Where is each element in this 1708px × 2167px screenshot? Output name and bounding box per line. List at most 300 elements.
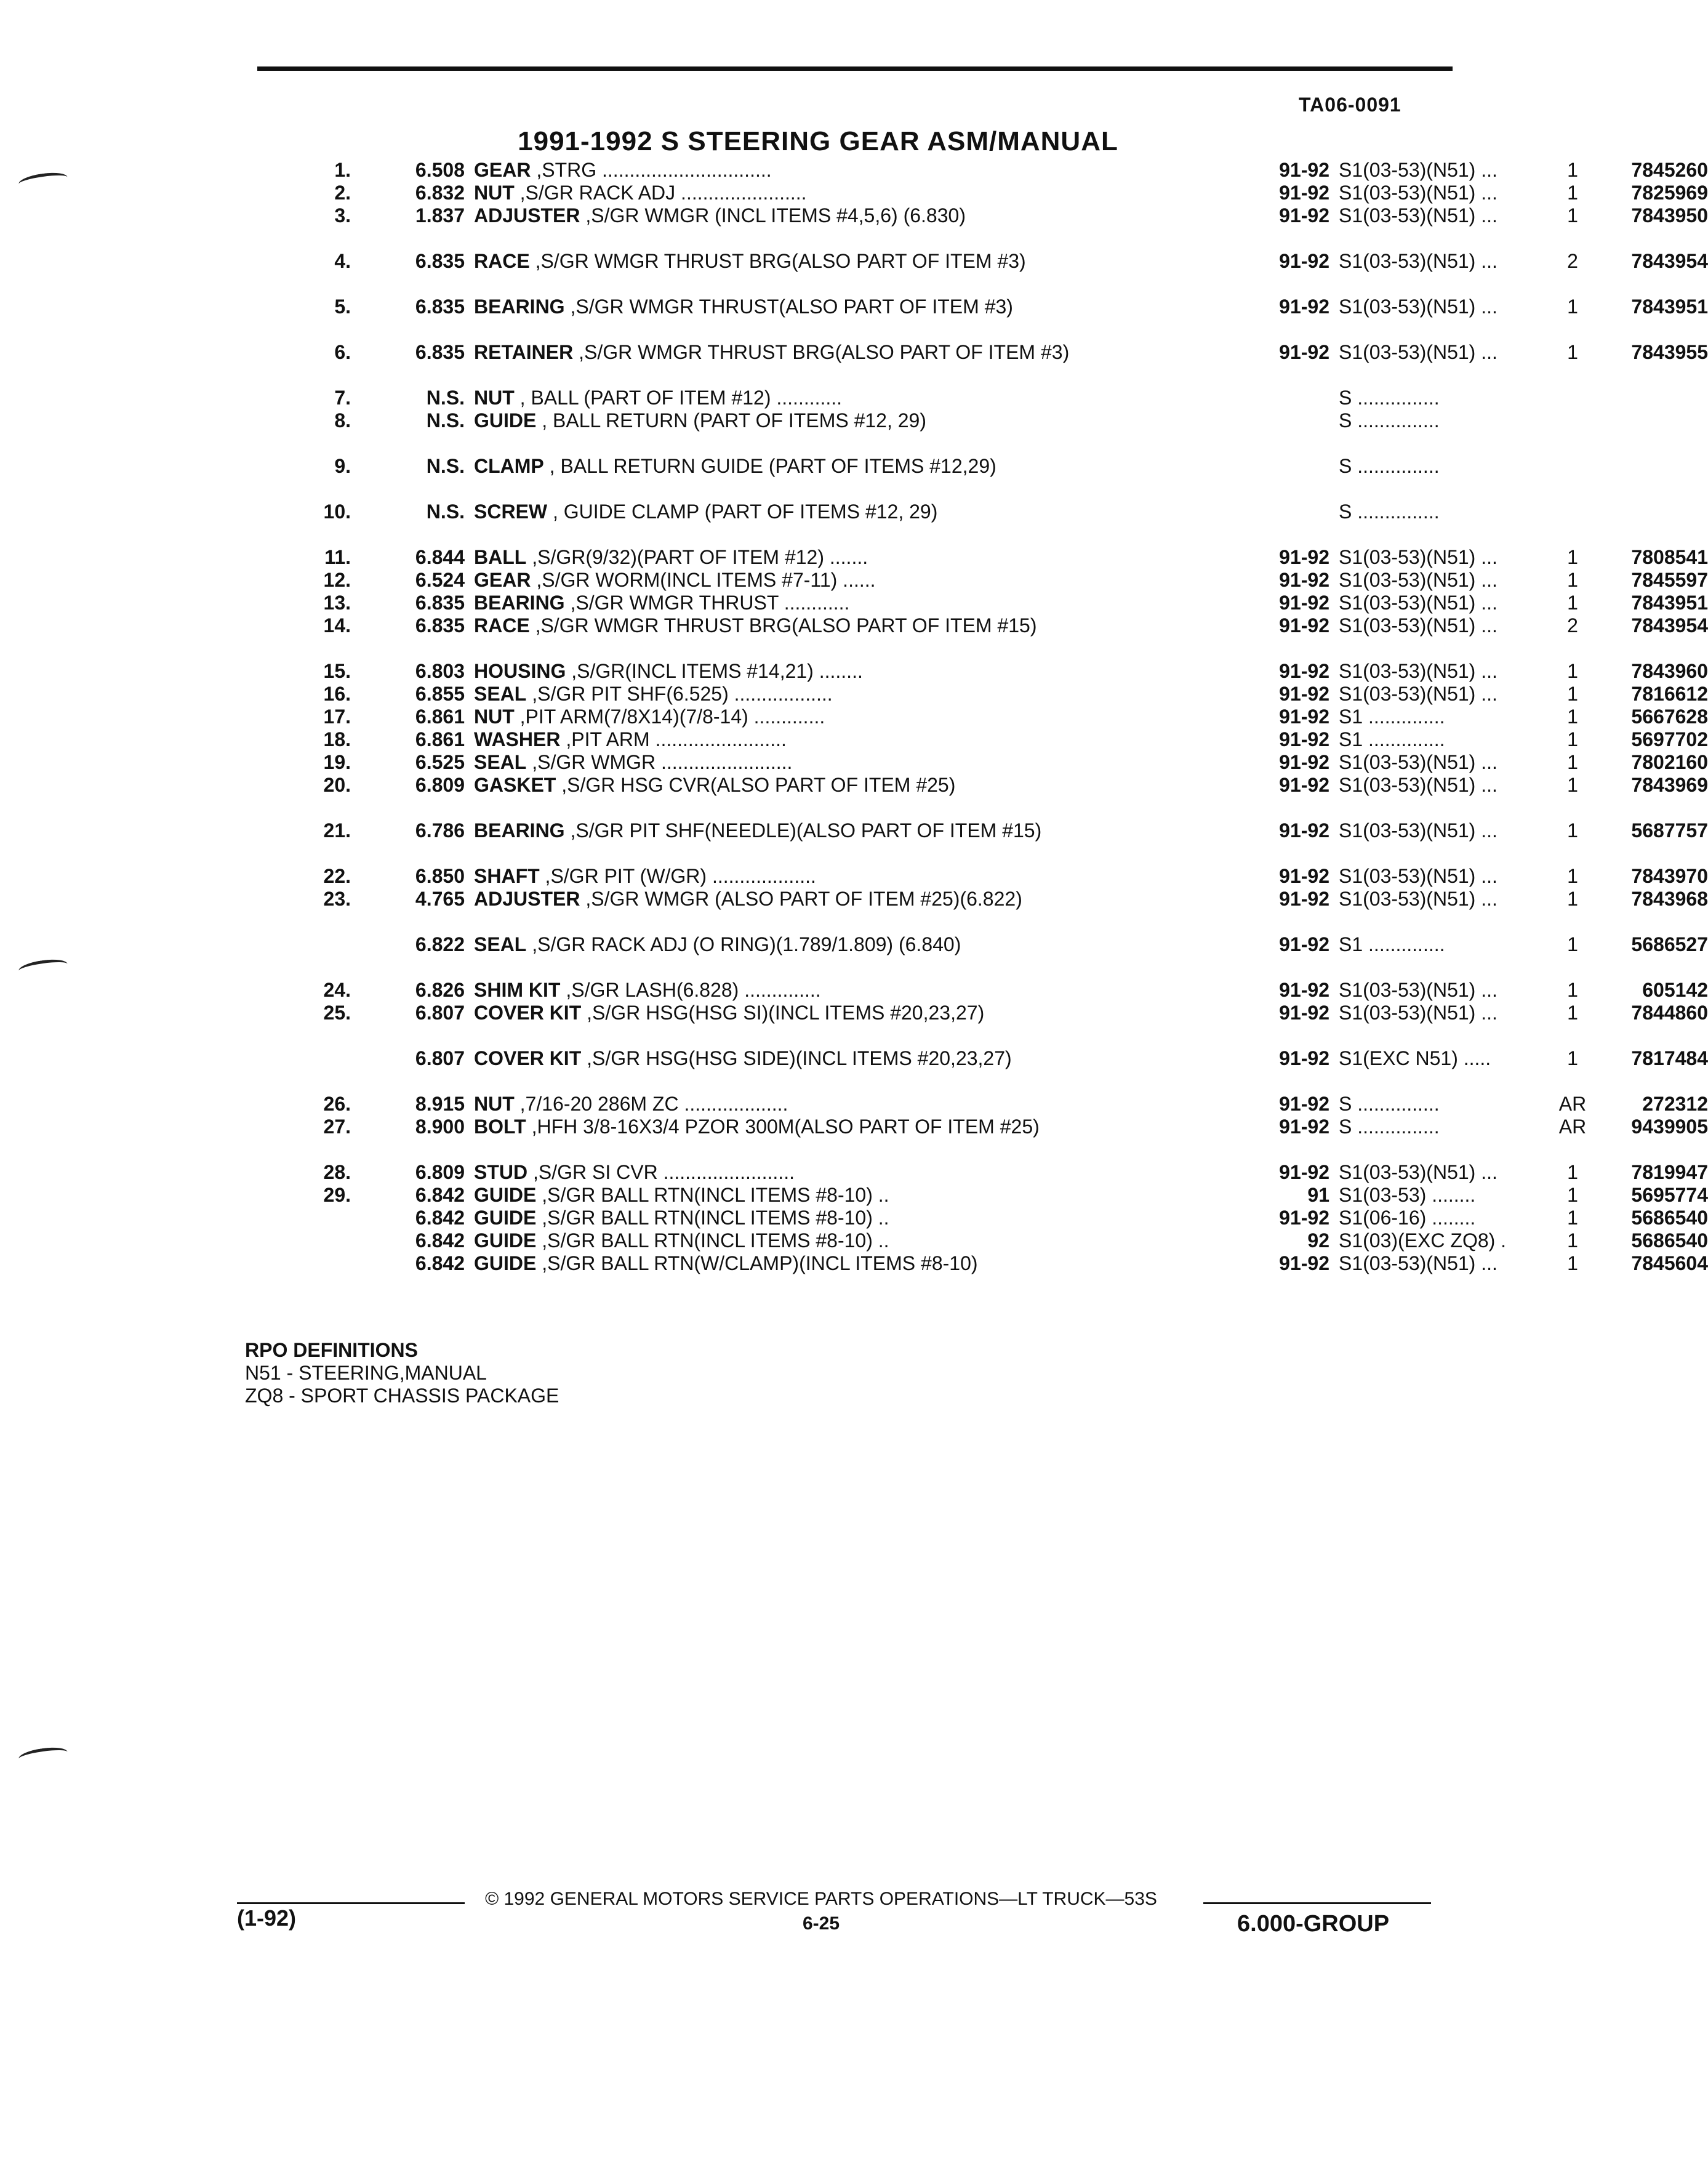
quantity: 1	[1567, 819, 1578, 842]
part-description	[474, 182, 1234, 204]
model-years: 91-92	[1279, 774, 1329, 796]
part-description	[474, 933, 1234, 956]
item-number: 5.	[334, 296, 351, 318]
part-description	[474, 774, 1234, 797]
table-row	[271, 751, 1708, 774]
part-description-text: ,S/GR PIT SHF(NEEDLE)(ALSO PART OF ITEM #15)	[564, 819, 1042, 842]
table-row	[271, 1207, 1708, 1229]
quantity: 1	[1567, 569, 1578, 591]
part-description-text: ,S/GR WMGR (INCL ITEMS #4,5,6) (6.830)	[580, 204, 966, 227]
model-years: 92	[1307, 1229, 1329, 1252]
model-years: 91-92	[1279, 933, 1329, 955]
part-name: BOLT	[474, 1116, 526, 1138]
part-number: 7845604	[1631, 1252, 1708, 1274]
part-description	[474, 706, 1234, 728]
ref-number: 4.765	[415, 888, 465, 910]
part-number: 5667628	[1631, 706, 1708, 728]
item-number: 12.	[323, 569, 351, 591]
part-description	[474, 614, 1234, 637]
item-number: 13.	[323, 592, 351, 614]
table-row	[271, 706, 1708, 728]
part-name: GEAR	[474, 159, 531, 181]
part-name: GUIDE	[474, 1229, 537, 1252]
part-name: NUT	[474, 387, 515, 409]
part-name: SCREW	[474, 501, 548, 523]
item-number: 24.	[323, 979, 351, 1001]
ref-number: 6.803	[415, 660, 465, 682]
part-description-text: , BALL (PART OF ITEM #12) ............	[514, 387, 843, 409]
series-code: S1(03-53)(N51) ...	[1339, 751, 1498, 773]
ref-number: 6.842	[415, 1207, 465, 1229]
series-code: S1(03-53)(N51) ...	[1339, 774, 1498, 796]
ref-number: 6.842	[415, 1252, 465, 1274]
part-name: CLAMP	[474, 455, 544, 477]
model-years: 91-92	[1279, 250, 1329, 272]
table-row	[271, 159, 1708, 182]
series-code: S1(06-16) ........	[1339, 1207, 1476, 1229]
ref-number: 6.835	[415, 296, 465, 318]
part-number: 7843954	[1631, 614, 1708, 637]
ref-number: 6.809	[415, 774, 465, 796]
series-code: S1(03-53) ........	[1339, 1184, 1476, 1206]
part-description	[474, 387, 1234, 409]
part-description-text: ,STRG ...............................	[531, 159, 772, 181]
table-row	[271, 933, 1708, 979]
part-description-text: ,S/GR WMGR ........................	[526, 751, 793, 773]
model-years: 91-92	[1279, 865, 1329, 887]
table-row	[271, 979, 1708, 1002]
ref-number: N.S.	[426, 387, 465, 409]
series-code: S1(03-53)(N51) ...	[1339, 569, 1498, 591]
part-number: 5686540	[1631, 1207, 1708, 1229]
series-code: S ...............	[1339, 1093, 1440, 1115]
part-description	[474, 1184, 1234, 1207]
series-code: S1(03-53)(N51) ...	[1339, 546, 1498, 568]
part-description-text: ,S/GR BALL RTN(W/CLAMP)(INCL ITEMS #8-10)	[536, 1252, 978, 1274]
part-description-text: ,S/GR HSG(HSG SI)(INCL ITEMS #20,23,27)	[581, 1002, 985, 1024]
ref-number: N.S.	[426, 409, 465, 432]
part-description-text: ,S/GR(INCL ITEMS #14,21) ........	[566, 660, 863, 682]
item-number: 11.	[324, 546, 351, 568]
item-number: 4.	[334, 250, 351, 272]
part-number: 605142	[1642, 979, 1708, 1001]
item-number: 19.	[323, 751, 351, 773]
item-number: 22.	[323, 865, 351, 887]
rpo-line: N51 - STEERING,MANUAL	[245, 1362, 487, 1384]
part-description-text: ,S/GR WMGR THRUST BRG(ALSO PART OF ITEM #3)	[573, 341, 1070, 363]
item-number: 18.	[323, 728, 351, 750]
model-years: 91-92	[1279, 1252, 1329, 1274]
model-years: 91-92	[1279, 979, 1329, 1001]
item-number: 6.	[334, 341, 351, 363]
part-description-text: ,S/GR WMGR THRUST ............	[564, 592, 850, 614]
series-code: S ...............	[1339, 455, 1440, 477]
ref-number: 6.525	[415, 751, 465, 773]
table-row	[271, 614, 1708, 660]
part-description	[474, 1047, 1234, 1070]
part-number: 9439905	[1631, 1116, 1708, 1138]
part-description-text: ,S/GR WORM(INCL ITEMS #7-11) ......	[531, 569, 876, 591]
part-description	[474, 1252, 1234, 1275]
table-row	[271, 888, 1708, 933]
part-description-text: , BALL RETURN GUIDE (PART OF ITEMS #12,29)	[543, 455, 996, 477]
series-code: S1(03-53)(N51) ...	[1339, 865, 1498, 887]
part-name: BEARING	[474, 819, 565, 842]
series-code: S1(03-53)(N51) ...	[1339, 1161, 1498, 1183]
ref-number: 1.837	[415, 204, 465, 227]
part-description	[474, 501, 1234, 523]
page-title: 1991-1992 S STEERING GEAR ASM/MANUAL	[518, 126, 1118, 156]
part-description	[474, 660, 1234, 683]
item-number: 3.	[334, 204, 351, 227]
series-code: S1(03-53)(N51) ...	[1339, 296, 1498, 318]
part-description	[474, 1161, 1234, 1184]
quantity: 1	[1567, 1229, 1578, 1252]
ref-number: 6.842	[415, 1184, 465, 1206]
part-name: GUIDE	[474, 1184, 537, 1206]
table-row	[271, 1252, 1708, 1298]
part-number: 7843970	[1631, 865, 1708, 887]
model-years: 91-92	[1279, 592, 1329, 614]
part-number: 7825969	[1631, 182, 1708, 204]
table-row	[271, 683, 1708, 706]
table-row	[271, 409, 1453, 455]
quantity: 1	[1567, 774, 1578, 796]
ref-number: 6.842	[415, 1229, 465, 1252]
series-code: S ...............	[1339, 501, 1440, 523]
table-row	[271, 1184, 1708, 1207]
quantity: AR	[1558, 1116, 1587, 1138]
table-row	[271, 1116, 1708, 1161]
item-number: 16.	[323, 683, 351, 705]
part-description	[474, 409, 1234, 432]
quantity: 1	[1567, 159, 1578, 181]
part-number: 7843968	[1631, 888, 1708, 910]
model-years: 91-92	[1279, 1093, 1329, 1115]
rpo-definitions	[245, 1339, 559, 1407]
rpo-title: RPO DEFINITIONS	[245, 1339, 418, 1361]
part-name: ADJUSTER	[474, 888, 580, 910]
item-number: 1.	[334, 159, 351, 181]
table-row	[271, 865, 1708, 888]
series-code: S1(03-53)(N51) ...	[1339, 159, 1498, 181]
part-description	[474, 296, 1234, 318]
part-name: RACE	[474, 250, 530, 272]
series-code: S ...............	[1339, 1116, 1440, 1138]
part-number: 7843951	[1631, 296, 1708, 318]
quantity: 1	[1567, 1252, 1578, 1274]
table-row	[271, 819, 1708, 865]
series-code: S1(03-53)(N51) ...	[1339, 1002, 1498, 1024]
part-number: 5687757	[1631, 819, 1708, 842]
part-name: SEAL	[474, 933, 527, 955]
model-years: 91-92	[1279, 341, 1329, 363]
part-description-text: ,S/GR RACK ADJ .......................	[514, 182, 807, 204]
part-description	[474, 1093, 1234, 1116]
item-number: 8.	[334, 409, 351, 432]
item-number: 10.	[323, 501, 351, 523]
part-number: 7845597	[1631, 569, 1708, 591]
series-code: S1(03-53)(N51) ...	[1339, 1252, 1498, 1274]
page-number: 6-25	[802, 1913, 840, 1934]
part-description	[474, 888, 1234, 911]
item-number: 2.	[334, 182, 351, 204]
quantity: 1	[1567, 888, 1578, 910]
rpo-line: ZQ8 - SPORT CHASSIS PACKAGE	[245, 1385, 559, 1407]
table-row	[271, 728, 1708, 751]
ref-number: N.S.	[426, 455, 465, 477]
part-number: 7819947	[1631, 1161, 1708, 1183]
table-row	[271, 296, 1708, 341]
series-code: S1(03-53)(N51) ...	[1339, 660, 1498, 682]
part-name: GUIDE	[474, 1207, 537, 1229]
model-years: 91-92	[1279, 819, 1329, 842]
part-description	[474, 728, 1234, 751]
part-description-text: ,S/GR(9/32)(PART OF ITEM #12) .......	[526, 546, 868, 568]
ref-number: 6.850	[415, 865, 465, 887]
model-years: 91-92	[1279, 1207, 1329, 1229]
ref-number: 6.822	[415, 933, 465, 955]
series-code: S1(03-53)(N51) ...	[1339, 341, 1498, 363]
model-years: 91-92	[1279, 182, 1329, 204]
footer-copyright: © 1992 GENERAL MOTORS SERVICE PARTS OPERATIONS—LT TRUCK—53S	[485, 1889, 1157, 1909]
model-years: 91-92	[1279, 751, 1329, 773]
ref-number: N.S.	[426, 501, 465, 523]
part-name: GEAR	[474, 569, 531, 591]
item-number: 25.	[323, 1002, 351, 1024]
quantity: 1	[1567, 546, 1578, 568]
ref-number: 6.508	[415, 159, 465, 181]
series-code: S ...............	[1339, 409, 1440, 432]
part-description-text: ,S/GR SI CVR ........................	[527, 1161, 795, 1183]
part-description-text: ,S/GR WMGR THRUST(ALSO PART OF ITEM #3)	[564, 296, 1013, 318]
table-row	[271, 660, 1708, 683]
model-years: 91-92	[1279, 614, 1329, 637]
table-row	[271, 592, 1708, 614]
table-row	[271, 1229, 1708, 1252]
ref-number: 6.835	[415, 614, 465, 637]
model-years: 91-92	[1279, 546, 1329, 568]
part-description	[474, 1116, 1234, 1138]
ref-number: 6.844	[415, 546, 465, 568]
table-row	[271, 250, 1708, 296]
margin-mark	[18, 171, 68, 191]
model-years: 91-92	[1279, 159, 1329, 181]
item-number: 15.	[323, 660, 351, 682]
part-description-text: ,PIT ARM ........................	[560, 728, 787, 750]
part-number: 5686527	[1631, 933, 1708, 955]
quantity: 1	[1567, 660, 1578, 682]
table-row	[271, 455, 1453, 501]
quantity: 1	[1567, 1161, 1578, 1183]
part-number: 272312	[1642, 1093, 1708, 1115]
series-code: S1(03-53)(N51) ...	[1339, 204, 1498, 227]
part-number: 7843950	[1631, 204, 1708, 227]
model-years: 91-92	[1279, 1161, 1329, 1183]
part-name: GUIDE	[474, 1252, 537, 1274]
ref-number: 6.807	[415, 1047, 465, 1069]
part-number: 7845260	[1631, 159, 1708, 181]
part-description	[474, 865, 1234, 888]
model-years: 91-92	[1279, 706, 1329, 728]
quantity: 1	[1567, 1047, 1578, 1069]
model-years: 91-92	[1279, 888, 1329, 910]
part-name: NUT	[474, 182, 515, 204]
quantity: 1	[1567, 979, 1578, 1001]
part-number: 7843969	[1631, 774, 1708, 796]
part-description	[474, 1229, 1234, 1252]
series-code: S1(03-53)(N51) ...	[1339, 250, 1498, 272]
quantity: 1	[1567, 182, 1578, 204]
part-description	[474, 546, 1234, 569]
document-code: TA06-0091	[1299, 94, 1401, 116]
quantity: 1	[1567, 1207, 1578, 1229]
quantity: 1	[1567, 592, 1578, 614]
part-description	[474, 751, 1234, 774]
part-description	[474, 979, 1234, 1002]
part-description	[474, 569, 1234, 592]
model-years: 91-92	[1279, 660, 1329, 682]
quantity: 1	[1567, 751, 1578, 773]
part-number: 7843955	[1631, 341, 1708, 363]
table-row	[271, 501, 1453, 546]
ref-number: 6.524	[415, 569, 465, 591]
ref-number: 6.786	[415, 819, 465, 842]
part-description	[474, 250, 1234, 273]
part-name: COVER KIT	[474, 1047, 582, 1069]
part-name: ADJUSTER	[474, 204, 580, 227]
table-row	[271, 204, 1708, 250]
part-description-text: ,S/GR BALL RTN(INCL ITEMS #8-10) ..	[536, 1184, 889, 1206]
footer-group: 6.000-GROUP	[1237, 1911, 1390, 1937]
part-number: 7808541	[1631, 546, 1708, 568]
part-name: GUIDE	[474, 409, 537, 432]
series-code: S1(03-53)(N51) ...	[1339, 888, 1498, 910]
part-name: COVER KIT	[474, 1002, 582, 1024]
part-number: 7843960	[1631, 660, 1708, 682]
quantity: 1	[1567, 683, 1578, 705]
part-description-text: ,HFH 3/8-16X3/4 PZOR 300M(ALSO PART OF ITEM #25)	[526, 1116, 1040, 1138]
ref-number: 6.832	[415, 182, 465, 204]
item-number: 7.	[334, 387, 351, 409]
item-number: 21.	[323, 819, 351, 842]
quantity: 2	[1567, 250, 1578, 272]
part-name: BEARING	[474, 592, 565, 614]
ref-number: 6.861	[415, 706, 465, 728]
part-number: 7802160	[1631, 751, 1708, 773]
ref-number: 6.807	[415, 1002, 465, 1024]
part-description-text: ,S/GR RACK ADJ (O RING)(1.789/1.809) (6.840)	[526, 933, 961, 955]
table-row	[271, 341, 1708, 387]
table-row	[271, 1093, 1708, 1116]
item-number: 28.	[323, 1161, 351, 1183]
part-description	[474, 819, 1234, 842]
part-description-text: ,S/GR BALL RTN(INCL ITEMS #8-10) ..	[536, 1207, 889, 1229]
part-description-text: ,S/GR LASH(6.828) ..............	[560, 979, 821, 1001]
model-years: 91-92	[1279, 728, 1329, 750]
item-number: 9.	[334, 455, 351, 477]
item-number: 17.	[323, 706, 351, 728]
table-row	[271, 182, 1708, 204]
part-name: NUT	[474, 706, 515, 728]
table-row	[271, 546, 1708, 569]
series-code: S ...............	[1339, 387, 1440, 409]
part-name: SHAFT	[474, 865, 540, 887]
quantity: 2	[1567, 614, 1578, 637]
item-number: 27.	[323, 1116, 351, 1138]
margin-mark	[18, 957, 68, 978]
part-description-text: ,PIT ARM(7/8X14)(7/8-14) .............	[514, 706, 825, 728]
quantity: 1	[1567, 1002, 1578, 1024]
ref-number: 6.861	[415, 728, 465, 750]
part-name: GASKET	[474, 774, 556, 796]
part-description-text: ,S/GR HSG CVR(ALSO PART OF ITEM #25)	[556, 774, 956, 796]
part-name: STUD	[474, 1161, 528, 1183]
series-code: S1(03)(EXC ZQ8) .	[1339, 1229, 1507, 1252]
series-code: S1(03-53)(N51) ...	[1339, 182, 1498, 204]
part-name: BALL	[474, 546, 527, 568]
item-number: 29.	[323, 1184, 351, 1206]
table-row	[271, 1047, 1708, 1093]
series-code: S1 ..............	[1339, 706, 1445, 728]
part-description-text: ,S/GR BALL RTN(INCL ITEMS #8-10) ..	[536, 1229, 889, 1252]
quantity: 1	[1567, 341, 1578, 363]
ref-number: 6.835	[415, 341, 465, 363]
ref-number: 8.900	[415, 1116, 465, 1138]
series-code: S1(03-53)(N51) ...	[1339, 819, 1498, 842]
part-number: 7817484	[1631, 1047, 1708, 1069]
margin-mark	[18, 1745, 68, 1766]
item-number: 20.	[323, 774, 351, 796]
part-name: RACE	[474, 614, 530, 637]
part-description	[474, 455, 1234, 478]
part-description-text: ,S/GR PIT SHF(6.525) ..................	[526, 683, 833, 705]
part-description-text: ,S/GR WMGR THRUST BRG(ALSO PART OF ITEM #15)	[529, 614, 1037, 637]
quantity: 1	[1567, 706, 1578, 728]
model-years: 91-92	[1279, 1116, 1329, 1138]
quantity: 1	[1567, 296, 1578, 318]
quantity: AR	[1558, 1093, 1587, 1115]
parts-list	[271, 159, 1708, 1298]
part-description	[474, 159, 1234, 182]
series-code: S1(03-53)(N51) ...	[1339, 683, 1498, 705]
part-number: 5695774	[1631, 1184, 1708, 1206]
quantity: 1	[1567, 728, 1578, 750]
part-description-text: , BALL RETURN (PART OF ITEMS #12, 29)	[536, 409, 926, 432]
part-name: SHIM KIT	[474, 979, 561, 1001]
part-description	[474, 204, 1234, 227]
series-code: S1(03-53)(N51) ...	[1339, 614, 1498, 637]
model-years: 91-92	[1279, 296, 1329, 318]
item-number: 14.	[323, 614, 351, 637]
quantity: 1	[1567, 1184, 1578, 1206]
model-years: 91-92	[1279, 683, 1329, 705]
part-number: 5697702	[1631, 728, 1708, 750]
series-code: S1(EXC N51) .....	[1339, 1047, 1491, 1069]
part-name: RETAINER	[474, 341, 574, 363]
series-code: S1(03-53)(N51) ...	[1339, 979, 1498, 1001]
model-years: 91	[1307, 1184, 1329, 1206]
model-years: 91-92	[1279, 204, 1329, 227]
part-description	[474, 683, 1234, 706]
model-years: 91-92	[1279, 1047, 1329, 1069]
part-description-text: , GUIDE CLAMP (PART OF ITEMS #12, 29)	[547, 501, 938, 523]
top-rule	[257, 66, 1453, 71]
table-row	[271, 1002, 1708, 1047]
model-years: 91-92	[1279, 569, 1329, 591]
ref-number: 6.855	[415, 683, 465, 705]
part-description-text: ,S/GR WMGR (ALSO PART OF ITEM #25)(6.822)	[580, 888, 1022, 910]
